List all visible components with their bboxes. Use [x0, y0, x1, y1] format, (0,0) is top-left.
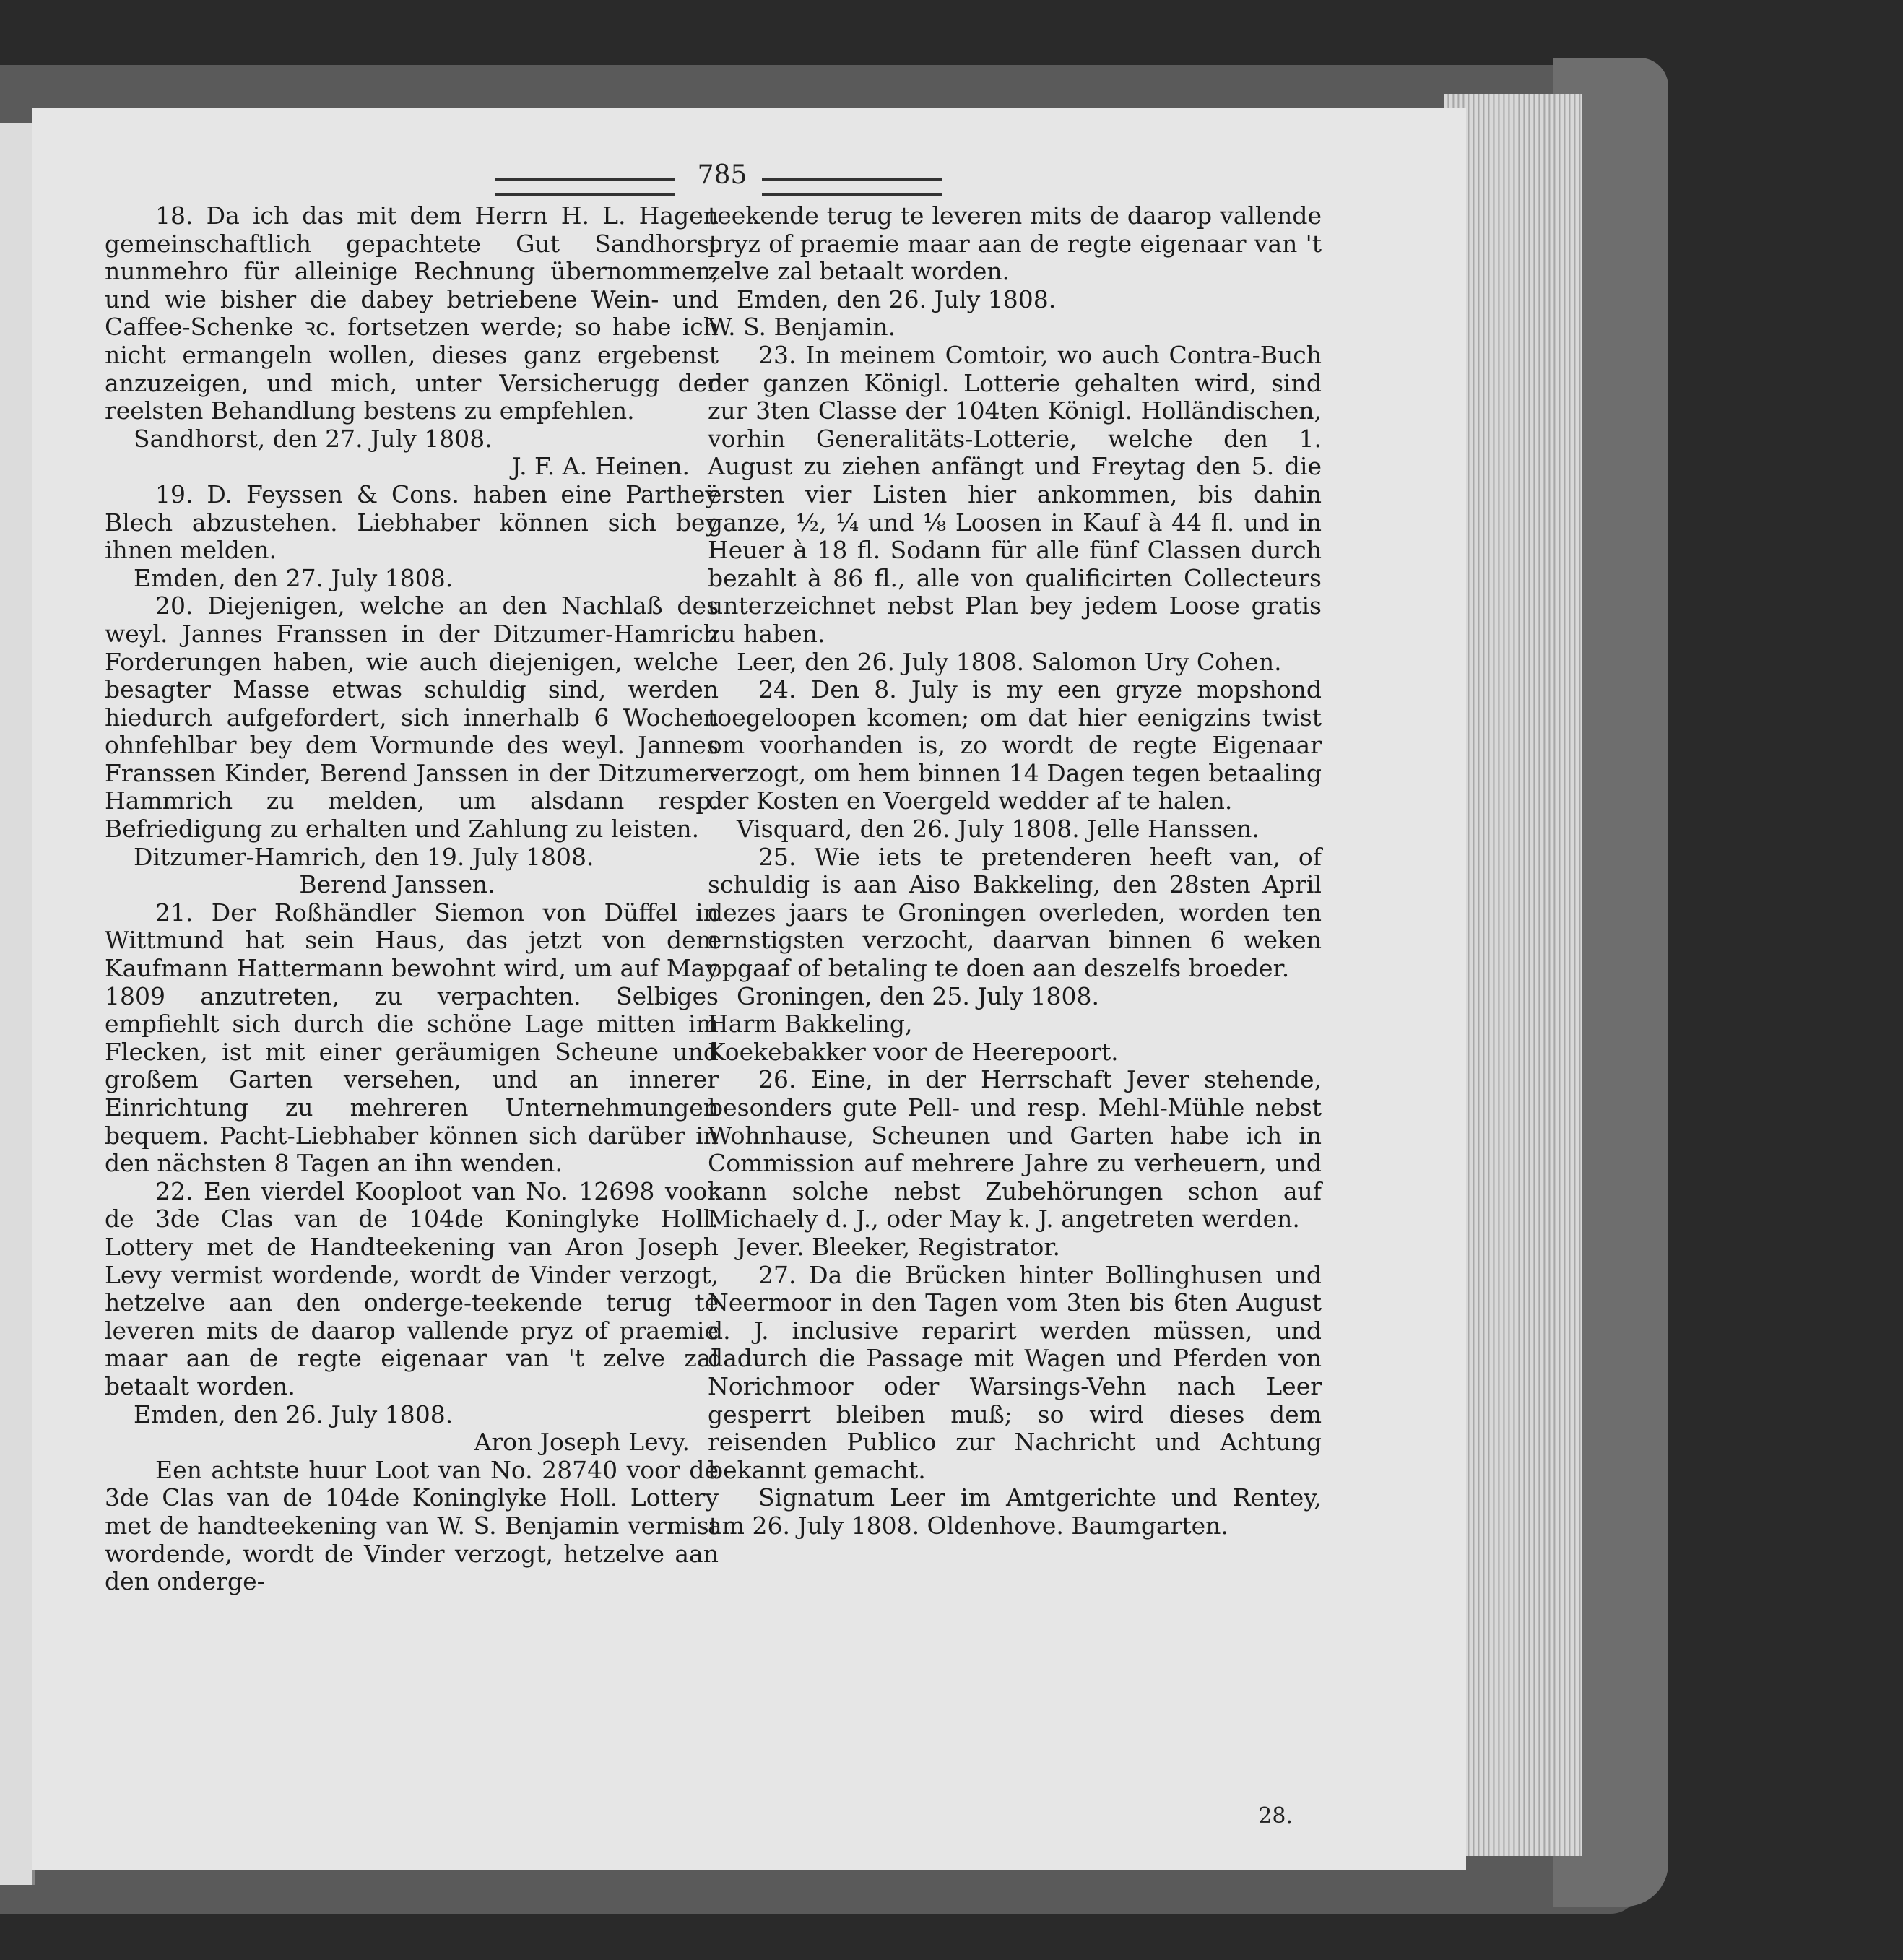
left-column: [105, 202, 719, 1596]
facing-page-edge: [0, 123, 35, 1885]
left-column-paragraph: 20. Diejenigen, welche an den Nachlaß des weyl. Jannes Franssen in der Ditzumer-Hamrich Forderungen haben, wie auch diejenigen, welche besagter Masse etwas schuldig sind, werden hiedurch aufgefordert, sich innerhalb 6 Wochen ohnfehlbar bey dem Vormunde des weyl. Jannes Franssen Kinder, Berend Janssen in der Ditzumer-Hammrich zu melden, um alsdann resp. Befriedigung zu erhalten und Zahlung zu leisten.: [105, 591, 719, 844]
left-column-paragraph: Sandhorst, den 27. July 1808.: [134, 424, 493, 453]
left-column-paragraph: Ditzumer-Hamrich, den 19. July 1808.: [134, 842, 594, 871]
left-column-paragraph: Een achtste huur Loot van No. 28740 voor de 3de Clas van de 104de Koninglyke Holl. Lottery met de handteekening van W. S. Benjamin vermist wordende, wordt de Vinder verzogt, hetzelve aan den onderge-: [105, 1455, 719, 1596]
right-column-paragraph: Leer, den 26. July 1808. Salomon Ury Cohen.: [737, 647, 1282, 676]
right-column-paragraph: 25. Wie iets te pretenderen heeft van, of schuldig is aan Aiso Bakkeling, den 28sten April dezes jaars te Groningen overleden, worden ten ernstigsten verzocht, daarvan binnen 6 weken opgaaf of betaling te doen aan deszelfs broeder.: [708, 842, 1322, 983]
right-column-paragraph: 26. Eine, in der Herrschaft Jever stehende, besonders gute Pell- und resp. Mehl-Mühle nebst Wohnhause, Scheunen und Garten habe ich in Commission auf mehrere Jahre zu verheuern, und kann solche nebst Zubehörungen schon auf Michaely d. J., oder May k. J. angetreten werden.: [708, 1065, 1322, 1233]
catchword: 28.: [1258, 1803, 1293, 1829]
left-column-paragraph: 21. Der Roßhändler Siemon von Düffel in Wittmund hat sein Haus, das jetzt von dem Kaufmann Hattermann bewohnt wird, um auf May 1809 anzutreten, zu verpachten. Selbiges empfiehlt sich durch die schöne Lage mitten im Flecken, ist mit einer geräumigen Scheune und großem Garten versehen, und an innerer Einrichtung zu mehreren Unternehmungen bequem. Pacht-Liebhaber können sich darüber in den nächsten 8 Tagen an ihn wenden.: [105, 898, 719, 1178]
right-column-paragraph: 24. Den 8. July is my een gryze mopshond toegeloopen kcomen; om dat hier eenigzins twist om voorhanden is, zo wordt de regte Eigenaar verzogt, om hem binnen 14 Dagen tegen betaaling der Kosten en Voergeld wedder af te halen.: [708, 675, 1322, 815]
right-column-paragraph: 23. In meinem Comtoir, wo auch Contra-Buch der ganzen Königl. Lotterie gehalten wird, sind zur 3ten Classe der 104ten Königl. Holländischen, vorhin Generalitäts-Lotterie, welche den 1. August zu ziehen anfängt und Freytag den 5. die ersten vier Listen hier ankommen, bis dahin ganze, ½, ¼ und ⅛ Loosen in Kauf à 44 fl. und in Heuer à 18 fl. Sodann für alle fünf Classen durch bezahlt à 86 fl., alle von qualificirten Collecteurs unterzeichnet nebst Plan bey jedem Loose gratis zu haben.: [708, 340, 1322, 648]
left-column-paragraph: Emden, den 26. July 1808.: [134, 1400, 454, 1428]
right-column-paragraph: teekende terug te leveren mits de daarop vallende pryz of praemie maar aan de regte eigenaar van 't zelve zal betaalt worden.: [708, 201, 1322, 286]
right-column-paragraph: Visquard, den 26. July 1808. Jelle Hanssen.: [737, 815, 1260, 844]
left-column-paragraph: Aron Joseph Levy.: [474, 1428, 690, 1457]
right-column-paragraph: Harm Bakkeling,: [708, 1010, 913, 1038]
left-column-paragraph: 19. D. Feyssen & Cons. haben eine Partheÿ Blech abzustehen. Liebhaber können sich bey ihnen melden.: [105, 480, 719, 565]
right-column: [708, 202, 1322, 1540]
left-column-paragraph: Berend Janssen.: [299, 870, 495, 899]
right-column-paragraph: Signatum Leer im Amtgerichte und Rentey, am 26. July 1808. Oldenhove. Baumgarten.: [708, 1483, 1322, 1540]
left-column-paragraph: Emden, den 27. July 1808.: [134, 563, 454, 592]
right-column-paragraph: Jever. Bleeker, Registrator.: [737, 1232, 1061, 1261]
left-column-paragraph: J. F. A. Heinen.: [511, 452, 690, 481]
right-column-paragraph: Groningen, den 25. July 1808.: [737, 981, 1099, 1010]
right-column-paragraph: 27. Da die Brücken hinter Bollinghusen und Neermoor in den Tagen vom 3ten bis 6ten August d. J. inclusive reparirt werden müssen, und dadurch die Passage mit Wagen und Pferden von Norichmoor oder Warsings-Vehn nach Leer gesperrt bleiben muß; so wird dieses dem reisenden Publico zur Nachricht und Achtung bekannt gemacht.: [708, 1260, 1322, 1484]
page-number: 785: [697, 160, 747, 190]
page-header: [32, 160, 1466, 204]
left-column-paragraph: 18. Da ich das mit dem Herrn H. L. Hagen gemeinschaftlich gepachtete Gut Sandhorst nunmehro für alleinige Rechnung übernommen, und wie bisher die dabey betriebene Wein- und Caffee-Schenke ꝛc. fortsetzen werde; so habe ich nicht ermangeln wollen, dieses ganz ergebenst anzuzeigen, und mich, unter Versicherugg der reelsten Behandlung bestens zu empfehlen.: [105, 201, 719, 425]
header-rule-left: [495, 178, 675, 196]
right-column-paragraph: Emden, den 26. July 1808.: [737, 285, 1057, 313]
header-rule-right: [762, 178, 942, 196]
right-column-paragraph: W. S. Benjamin.: [708, 313, 896, 342]
left-column-paragraph: 22. Een vierdel Kooploot van No. 12698 voor de 3de Clas van de 104de Koninglyke Holl. Lottery met de Handteekening van Aron Joseph Levy vermist wordende, wordt de Vinder verzogt, hetzelve aan den onderge-teekende terug te leveren mits de daarop vallende pryz of praemie maar aan de regte eigenaar van 't zelve zal betaalt worden.: [105, 1176, 719, 1400]
right-column-paragraph: Koekebakker voor de Heerepoort.: [708, 1037, 1119, 1066]
book-page: [32, 108, 1466, 1870]
